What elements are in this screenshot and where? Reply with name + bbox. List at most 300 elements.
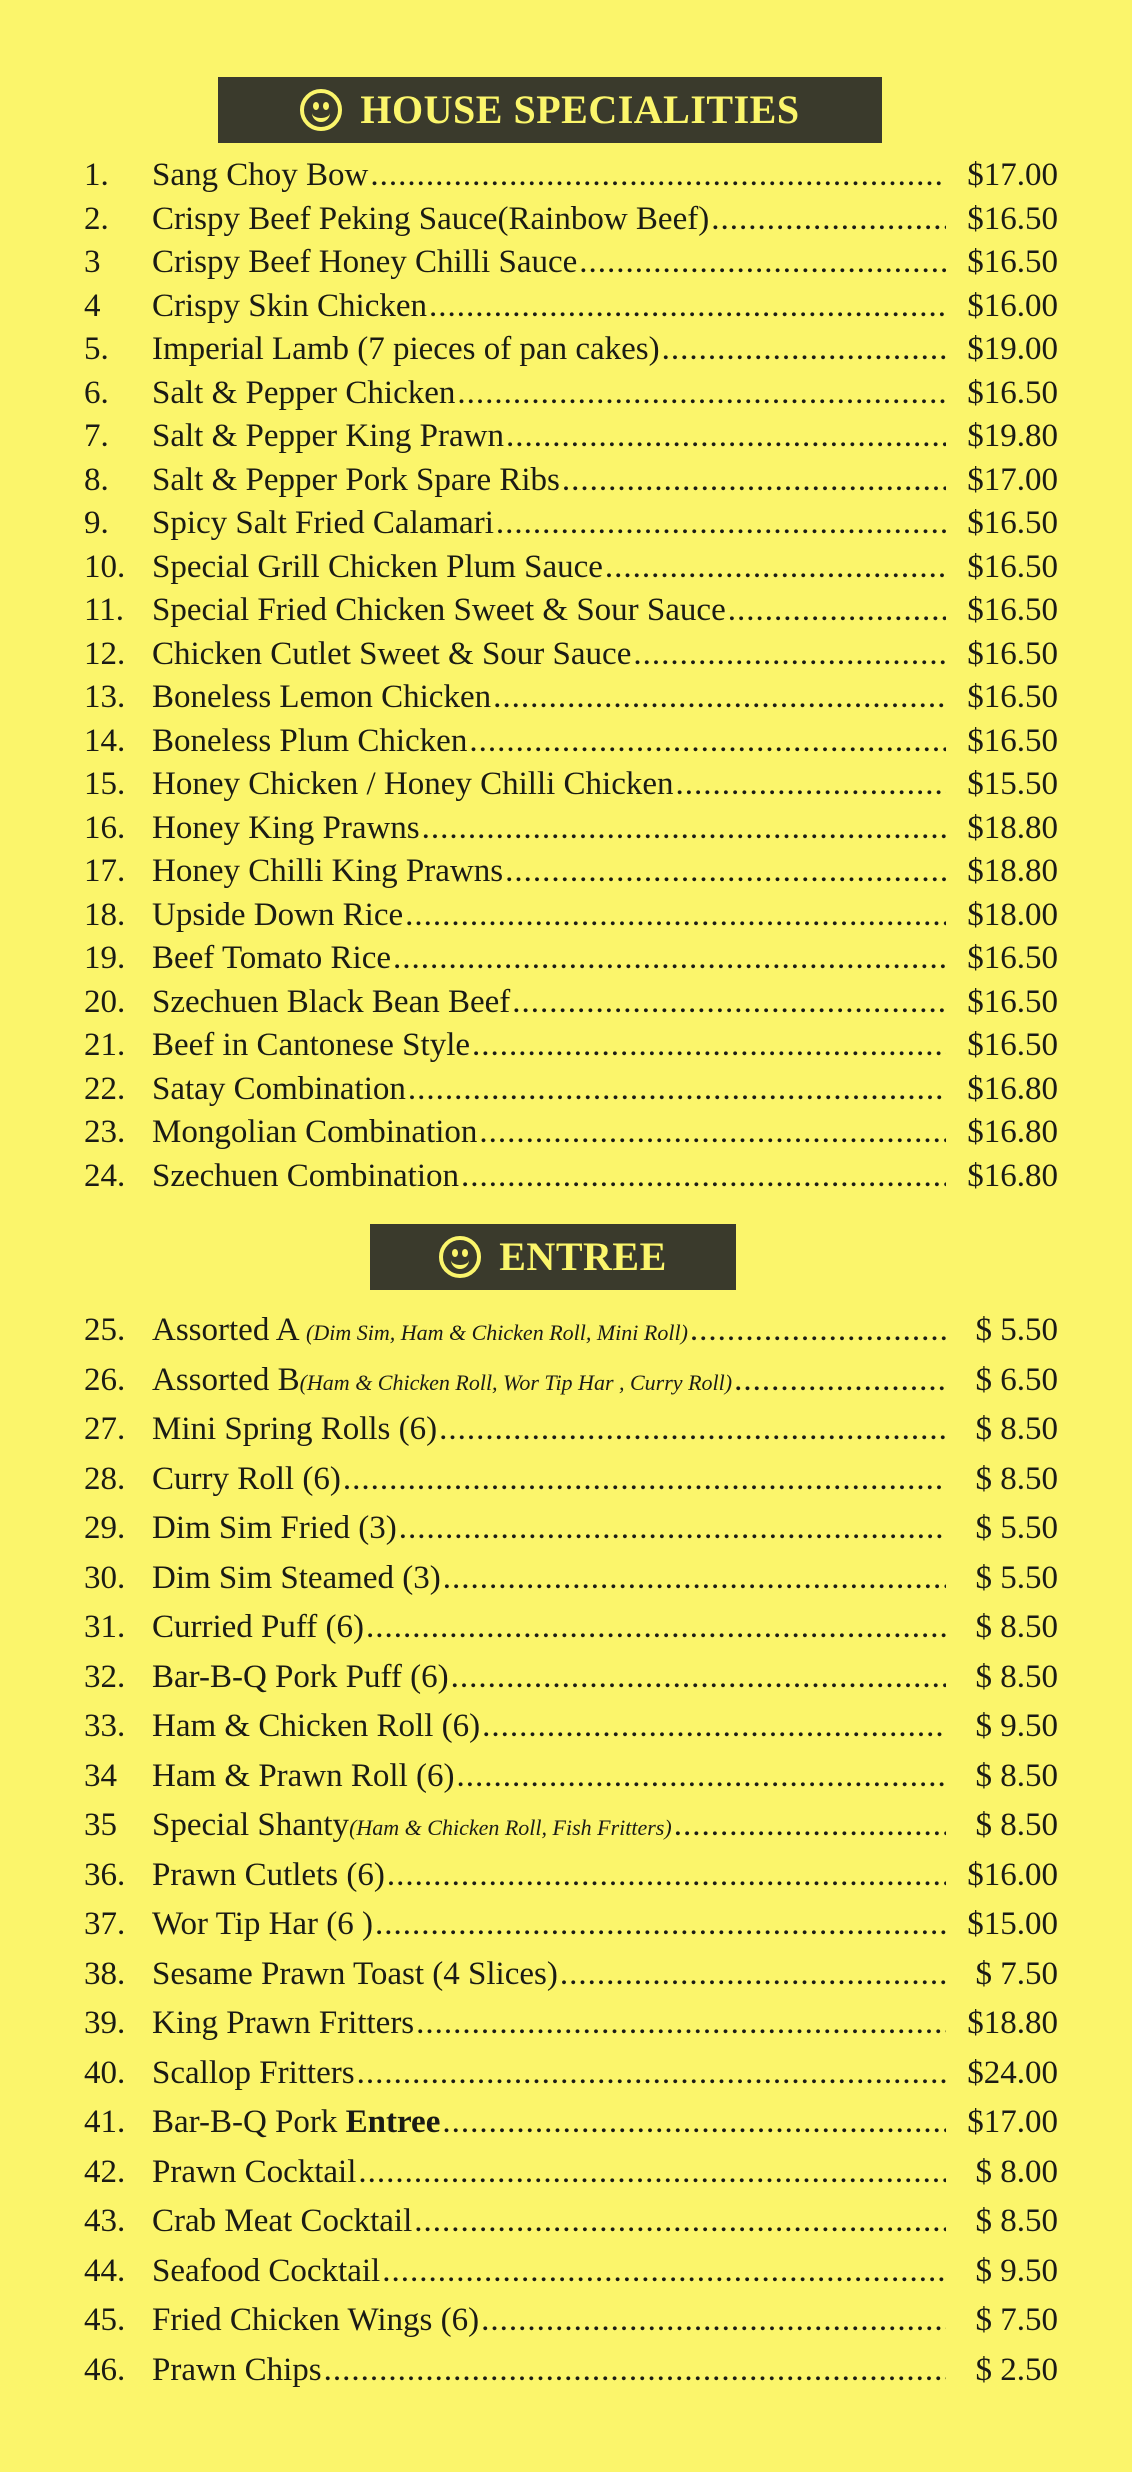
menu-item (0, 1603, 1132, 1653)
item-number: 27. (84, 1411, 126, 1447)
dot-leader (370, 154, 946, 198)
item-number: 33. (84, 1708, 126, 1744)
item-number: 14. (84, 722, 126, 759)
item-number: 20. (84, 983, 126, 1020)
item-number: 6. (84, 374, 109, 411)
item-row (152, 850, 1058, 894)
item-name-text: King Prawn Fritters (152, 2005, 415, 2041)
item-price: $15.00 (967, 1906, 1058, 1942)
item-row (152, 328, 1058, 372)
item-name-text: Spicy Salt Fried Calamari (152, 505, 494, 541)
item-row (152, 633, 1058, 677)
item-name (152, 2098, 440, 2148)
item-name-text: Mini Spring Rolls (6) (152, 1411, 438, 1447)
item-name (152, 1068, 406, 1112)
item-number: 12. (84, 635, 126, 672)
dot-leader (387, 1851, 946, 1901)
item-row (152, 1950, 1058, 2000)
item-price: $16.50 (967, 244, 1058, 280)
menu-item (0, 894, 1132, 938)
menu-item (0, 1455, 1132, 1505)
menu-item (0, 2148, 1132, 2198)
item-name (152, 1999, 414, 2049)
item-number: 4 (84, 287, 101, 324)
item-name-text: Wor Tip Har (6 ) (152, 1906, 374, 1942)
item-number: 9. (84, 505, 109, 541)
item-name (152, 502, 494, 546)
dot-leader (605, 546, 946, 590)
item-price: $16.80 (967, 1157, 1058, 1194)
item-price: $ 2.50 (975, 2351, 1058, 2388)
item-row (152, 1024, 1058, 1068)
item-name (152, 2296, 479, 2346)
item-row (152, 763, 1058, 807)
item-number: 7. (84, 418, 109, 454)
dot-leader (711, 198, 946, 242)
menu-item (0, 1405, 1132, 1455)
dot-leader (728, 589, 946, 633)
item-name (152, 546, 603, 590)
item-name (152, 372, 455, 416)
item-name (152, 850, 503, 894)
menu-item (0, 1999, 1132, 2049)
menu-item (0, 198, 1132, 242)
item-price: $ 8.50 (975, 2203, 1058, 2239)
item-number: 44. (84, 2252, 126, 2289)
item-name-text: Assorted A (152, 1312, 307, 1348)
item-row (152, 154, 1058, 198)
item-price: $17.00 (967, 461, 1058, 498)
item-price: $15.50 (967, 766, 1058, 802)
item-name (152, 2148, 356, 2198)
item-price: $16.80 (967, 1070, 1058, 1107)
item-name-text: Special Fried Chicken Sweet & Sour Sauce (152, 592, 726, 628)
item-name (152, 763, 674, 807)
item-row (152, 937, 1058, 981)
item-row (152, 1306, 1058, 1356)
item-price: $ 8.50 (975, 1658, 1058, 1695)
dot-leader (560, 1950, 946, 2000)
menu-item (0, 1950, 1132, 2000)
item-number: 38. (84, 1955, 126, 1992)
item-name-text: Chicken Cutlet Sweet & Sour Sauce (152, 635, 632, 672)
item-row (152, 589, 1058, 633)
smiley-icon (300, 89, 342, 131)
item-name-text: Mongolian Combination (152, 1114, 478, 1150)
dot-leader (469, 720, 946, 764)
item-price: $16.50 (967, 635, 1058, 672)
item-number: 23. (84, 1114, 126, 1150)
dot-leader (461, 1155, 946, 1199)
item-number: 28. (84, 1460, 126, 1497)
item-name-text: Boneless Lemon Chicken (152, 679, 492, 715)
item-number: 8. (84, 461, 109, 498)
item-price: $ 5.50 (975, 1312, 1058, 1348)
item-price: $16.50 (967, 505, 1058, 541)
item-price: $16.50 (967, 679, 1058, 715)
menu-item (0, 1024, 1132, 1068)
item-name (152, 154, 368, 198)
menu-item (0, 1702, 1132, 1752)
menu-item (0, 415, 1132, 459)
item-name (152, 2346, 322, 2396)
item-name (152, 285, 427, 329)
item-number: 10. (84, 548, 126, 585)
item-name-text: Bar-B-Q Pork Puff (6) (152, 1658, 449, 1695)
dot-leader (405, 894, 946, 938)
item-name-text: Szechuen Black Bean Beef (152, 983, 511, 1020)
dot-leader (366, 1603, 946, 1653)
item-name-text: Fried Chicken Wings (6) (152, 2302, 480, 2338)
dot-leader (343, 1455, 946, 1505)
item-row (152, 1900, 1058, 1950)
item-name (152, 937, 391, 981)
dot-leader (414, 2197, 946, 2247)
item-price: $16.50 (967, 548, 1058, 585)
section-title: HOUSE SPECIALITIES (360, 87, 800, 132)
item-name (152, 1752, 454, 1802)
item-row (152, 198, 1058, 242)
item-name (152, 1111, 477, 1155)
dot-leader (457, 372, 946, 416)
menu-item (0, 981, 1132, 1025)
item-price: $16.50 (967, 722, 1058, 759)
item-name-text: Honey Chicken / Honey Chilli Chicken (152, 766, 674, 802)
dot-leader (496, 502, 946, 546)
item-name-text: Satay Combination (152, 1070, 406, 1107)
item-price: $ 8.50 (975, 1807, 1058, 1843)
item-name-text: Dim Sim Steamed (3) (152, 1559, 441, 1596)
menu-item (0, 633, 1132, 677)
item-number: 1. (84, 157, 109, 193)
item-name-emphasis: Entree (345, 2104, 441, 2140)
item-number: 26. (84, 1361, 126, 1398)
dot-leader (690, 1306, 946, 1356)
dot-leader (472, 1024, 946, 1068)
item-price: $ 8.50 (975, 1757, 1058, 1794)
dot-leader (408, 1068, 946, 1112)
item-price: $ 8.00 (975, 2153, 1058, 2190)
item-name (152, 1702, 480, 1752)
item-name (152, 1024, 470, 1068)
item-row (152, 2098, 1058, 2148)
menu-item (0, 154, 1132, 198)
item-row (152, 1068, 1058, 1112)
item-name (152, 1356, 732, 1408)
item-number: 5. (84, 331, 109, 367)
entree-list (0, 1306, 1132, 2395)
item-row (152, 676, 1058, 720)
item-price: $ 8.50 (975, 1460, 1058, 1497)
item-price: $16.00 (967, 287, 1058, 324)
item-price: $19.00 (967, 331, 1058, 367)
item-name (152, 198, 709, 242)
item-number: 3 (84, 244, 101, 280)
item-row (152, 285, 1058, 329)
item-name-text: Special Shanty (152, 1807, 350, 1843)
item-row (152, 2197, 1058, 2247)
item-row (152, 241, 1058, 285)
menu-item (0, 1900, 1132, 1950)
item-number: 21. (84, 1027, 126, 1063)
item-price: $17.00 (967, 157, 1058, 193)
dot-leader (324, 2346, 946, 2396)
dot-leader (482, 1702, 946, 1752)
item-price: $ 7.50 (975, 2302, 1058, 2338)
item-price: $ 5.50 (975, 1559, 1058, 1596)
item-number: 18. (84, 896, 126, 933)
menu-item (0, 546, 1132, 590)
item-row (152, 1356, 1058, 1406)
item-row (152, 2296, 1058, 2346)
dot-leader (481, 2296, 946, 2346)
dot-leader (674, 1801, 946, 1851)
item-name (152, 328, 660, 372)
item-name (152, 676, 491, 720)
item-name (152, 1504, 397, 1554)
dot-leader (439, 1405, 946, 1455)
section-banner-entree (370, 1224, 736, 1290)
item-price: $18.80 (967, 853, 1058, 889)
item-name-text: Dim Sim Fried (3) (152, 1510, 397, 1546)
dot-leader (422, 807, 946, 851)
item-name-text: Scallop Fritters (152, 2054, 355, 2091)
dot-leader (382, 2247, 946, 2297)
item-price: $16.50 (967, 374, 1058, 411)
item-number: 17. (84, 853, 126, 889)
item-number: 35 (84, 1807, 117, 1843)
item-name (152, 2049, 355, 2099)
dot-leader (505, 850, 946, 894)
item-name (152, 720, 467, 764)
item-name-text: Crispy Skin Chicken (152, 287, 428, 324)
item-name (152, 807, 420, 851)
item-name-text: Szechuen Combination (152, 1157, 460, 1194)
item-name-text: Curried Puff (6) (152, 1609, 365, 1645)
item-name (152, 1306, 688, 1358)
item-name (152, 1851, 385, 1901)
item-name (152, 1405, 437, 1455)
item-name-text: Beef in Cantonese Style (152, 1027, 471, 1063)
item-number: 42. (84, 2153, 126, 2190)
item-price: $19.80 (967, 418, 1058, 454)
menu-item (0, 850, 1132, 894)
menu-item (0, 1356, 1132, 1406)
dot-leader (579, 241, 946, 285)
item-row (152, 502, 1058, 546)
item-price: $ 5.50 (975, 1510, 1058, 1546)
item-price: $16.50 (967, 983, 1058, 1020)
item-name (152, 1455, 341, 1505)
dot-leader (399, 1504, 946, 1554)
menu-item (0, 1155, 1132, 1199)
item-price: $ 7.50 (975, 1955, 1058, 1992)
item-name (152, 2247, 380, 2297)
item-name-text: Bar-B-Q Pork (152, 2104, 346, 2140)
item-name-text: Sesame Prawn Toast (4 Slices) (152, 1955, 558, 1992)
item-number: 15. (84, 766, 126, 802)
item-row (152, 2049, 1058, 2099)
item-row (152, 415, 1058, 459)
menu-item (0, 589, 1132, 633)
item-row (152, 1554, 1058, 1604)
item-name (152, 1603, 364, 1653)
item-name (152, 1554, 441, 1604)
item-number: 11. (84, 592, 125, 628)
item-number: 36. (84, 1856, 126, 1893)
item-row (152, 720, 1058, 764)
item-row (152, 807, 1058, 851)
item-name (152, 1155, 459, 1199)
item-price: $16.50 (967, 592, 1058, 628)
item-number: 24. (84, 1157, 126, 1194)
item-name-text: Assorted B (152, 1361, 300, 1398)
item-number: 43. (84, 2203, 126, 2239)
item-number: 46. (84, 2351, 126, 2388)
item-name-text: Boneless Plum Chicken (152, 722, 468, 759)
menu-item (0, 1068, 1132, 1112)
item-name (152, 1801, 672, 1853)
item-number: 45. (84, 2302, 126, 2338)
menu-item (0, 937, 1132, 981)
menu-item (0, 1801, 1132, 1851)
dot-leader (734, 1356, 946, 1406)
menu-item (0, 328, 1132, 372)
menu-item (0, 1111, 1132, 1155)
item-row (152, 1752, 1058, 1802)
item-row (152, 981, 1058, 1025)
item-row (152, 2247, 1058, 2297)
item-number: 37. (84, 1906, 126, 1942)
item-number: 31. (84, 1609, 126, 1645)
item-name (152, 1900, 373, 1950)
menu-item (0, 2247, 1132, 2297)
dot-leader (456, 1752, 946, 1802)
menu-item (0, 1306, 1132, 1356)
menu-item (0, 2098, 1132, 2148)
item-name (152, 633, 631, 677)
item-name-text: Curry Roll (6) (152, 1460, 341, 1497)
item-number: 39. (84, 2005, 126, 2041)
item-price: $17.00 (967, 2104, 1058, 2140)
dot-leader (493, 676, 946, 720)
item-number: 40. (84, 2054, 126, 2091)
item-number: 32. (84, 1658, 126, 1695)
item-name (152, 2197, 412, 2247)
item-row (152, 546, 1058, 590)
menu-item (0, 2346, 1132, 2396)
item-name-text: Seafood Cocktail (152, 2252, 381, 2289)
section-title: ENTREE (499, 1234, 667, 1279)
dot-leader (479, 1111, 946, 1155)
item-row (152, 1405, 1058, 1455)
item-name-text: Crispy Beef Honey Chilli Sauce (152, 244, 578, 280)
item-description: (Ham & Chicken Roll, Wor Tip Har , Curry Roll) (299, 1369, 733, 1395)
item-number: 22. (84, 1070, 126, 1107)
dot-leader (416, 1999, 946, 2049)
item-price: $ 9.50 (975, 1708, 1058, 1744)
item-row (152, 2148, 1058, 2198)
menu-item (0, 1653, 1132, 1703)
item-name (152, 981, 510, 1025)
item-row (152, 894, 1058, 938)
dot-leader (442, 2098, 946, 2148)
dot-leader (357, 2049, 946, 2099)
item-description: (Dim Sim, Ham & Chicken Roll, Mini Roll) (306, 1320, 688, 1345)
item-price: $24.00 (967, 2054, 1058, 2091)
menu-item (0, 2197, 1132, 2247)
item-price: $18.80 (967, 2005, 1058, 2041)
item-row (152, 372, 1058, 416)
item-name (152, 241, 577, 285)
dot-leader (562, 459, 946, 503)
menu-item (0, 807, 1132, 851)
item-name-text: Special Grill Chicken Plum Sauce (152, 548, 603, 585)
item-number: 34 (84, 1757, 117, 1794)
menu-item (0, 1851, 1132, 1901)
item-price: $18.00 (967, 896, 1058, 933)
item-number: 30. (84, 1559, 126, 1596)
item-row (152, 1851, 1058, 1901)
menu-item (0, 1504, 1132, 1554)
menu-item (0, 676, 1132, 720)
dot-leader (662, 328, 946, 372)
item-name-text: Sang Choy Bow (152, 157, 369, 193)
item-price: $16.80 (967, 1114, 1058, 1150)
item-name (152, 1653, 449, 1703)
menu-item (0, 241, 1132, 285)
item-name-text: Beef Tomato Rice (152, 940, 392, 976)
menu-item (0, 372, 1132, 416)
menu-item (0, 1752, 1132, 1802)
item-name (152, 1950, 558, 2000)
dot-leader (429, 285, 946, 329)
item-name-text: Prawn Chips (152, 2351, 322, 2388)
section-banner-house-specialities (218, 77, 882, 143)
menu-item (0, 459, 1132, 503)
item-name-text: Prawn Cocktail (152, 2153, 357, 2190)
item-name-text: Salt & Pepper Pork Spare Ribs (152, 461, 560, 498)
dot-leader (443, 1554, 946, 1604)
item-price: $16.50 (967, 1027, 1058, 1063)
item-row (152, 1155, 1058, 1199)
item-price: $ 8.50 (975, 1411, 1058, 1447)
item-number: 13. (84, 679, 126, 715)
dot-leader (393, 937, 946, 981)
item-number: 29. (84, 1510, 126, 1546)
item-row (152, 1653, 1058, 1703)
item-name-text: Salt & Pepper Chicken (152, 374, 456, 411)
item-number: 16. (84, 809, 126, 846)
dot-leader (358, 2148, 946, 2198)
item-description: (Ham & Chicken Roll, Fish Fritters) (349, 1815, 672, 1840)
item-row (152, 1455, 1058, 1505)
dot-leader (512, 981, 946, 1025)
item-name-text: Honey King Prawns (152, 809, 420, 846)
house-specialities-list (0, 154, 1132, 1198)
item-number: 19. (84, 940, 126, 976)
menu-item (0, 2296, 1132, 2346)
item-row (152, 1111, 1058, 1155)
dot-leader (633, 633, 946, 677)
item-name-text: Honey Chilli King Prawns (152, 853, 504, 889)
menu-item (0, 285, 1132, 329)
dot-leader (375, 1900, 946, 1950)
item-price: $16.00 (967, 1856, 1058, 1893)
dot-leader (676, 763, 946, 807)
item-name-text: Crispy Beef Peking Sauce(Rainbow Beef) (152, 200, 710, 237)
item-name (152, 894, 403, 938)
